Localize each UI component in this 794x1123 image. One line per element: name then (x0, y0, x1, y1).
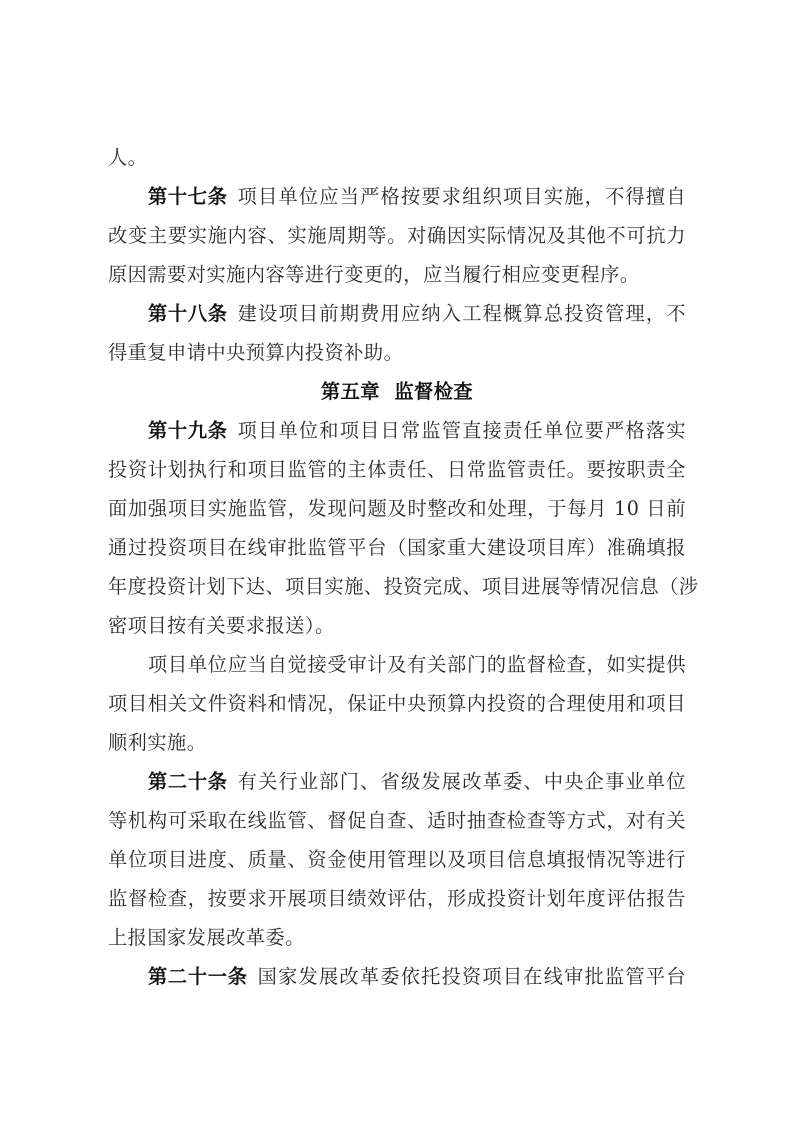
article-17-line-3: 原因需要对实施内容等进行变更的，应当履行相应变更程序。 (108, 263, 640, 286)
article-20-line-3: 单位项目进度、质量、资金使用管理以及项目信息填报情况等进行 (108, 848, 686, 871)
article-21-label: 第二十一条 (148, 965, 248, 988)
chapter-title: 第五章 监督检查 (320, 380, 474, 403)
article-18-line-2: 得重复申请中央预算内投资补助。 (108, 341, 404, 364)
paragraph-line-3: 顺利实施。 (108, 731, 207, 754)
article-19-line-4: 通过投资项目在线审批监管平台（国家重大建设项目库）准确填报 (108, 536, 686, 559)
article-20-line-4: 监督检查，按要求开展项目绩效评估，形成投资计划年度评估报告 (108, 887, 686, 910)
article-17-label: 第十七条 (148, 185, 228, 208)
article-20-label: 第二十条 (148, 770, 228, 793)
article-19-line-3: 面加强项目实施监管，发现问题及时整改和处理，于每月 10 日前 (108, 497, 686, 520)
article-17-line-1: 第十七条 项目单位应当严格按要求组织项目实施，不得擅自 (148, 185, 687, 208)
article-20-line-1: 第二十条 有关行业部门、省级发展改革委、中央企事业单位 (148, 770, 687, 793)
article-21-line-1: 第二十一条 国家发展改革委依托投资项目在线审批监管平台 (148, 965, 687, 988)
continuation-line: 人。 (108, 146, 148, 169)
paragraph-line-1: 项目单位应当自觉接受审计及有关部门的监督检查，如实提供 (148, 653, 686, 676)
article-17-line-2: 改变主要实施内容、实施周期等。对确因实际情况及其他不可抗力 (108, 224, 686, 247)
article-18-label: 第十八条 (148, 302, 228, 325)
article-19-line-2: 投资计划执行和项目监管的主体责任、日常监管责任。要按职责全 (108, 458, 686, 481)
article-20-line-2: 等机构可采取在线监管、督促自查、适时抽查检查等方式，对有关 (108, 809, 686, 832)
document-page (108, 138, 699, 996)
article-20-line-5: 上报国家发展改革委。 (108, 926, 305, 949)
article-19-line-1: 第十九条 项目单位和项目日常监管直接责任单位要严格落实 (148, 419, 687, 442)
paragraph-line-2: 项目相关文件资料和情况，保证中央预算内投资的合理使用和项目 (108, 692, 686, 715)
article-19-label: 第十九条 (148, 419, 228, 442)
article-18-line-1: 第十八条 建设项目前期费用应纳入工程概算总投资管理，不 (148, 302, 687, 325)
article-19-line-6: 密项目按有关要求报送）。 (108, 614, 335, 637)
article-19-line-5: 年度投资计划下达、项目实施、投资完成、项目进展等情况信息（涉 (108, 575, 699, 598)
